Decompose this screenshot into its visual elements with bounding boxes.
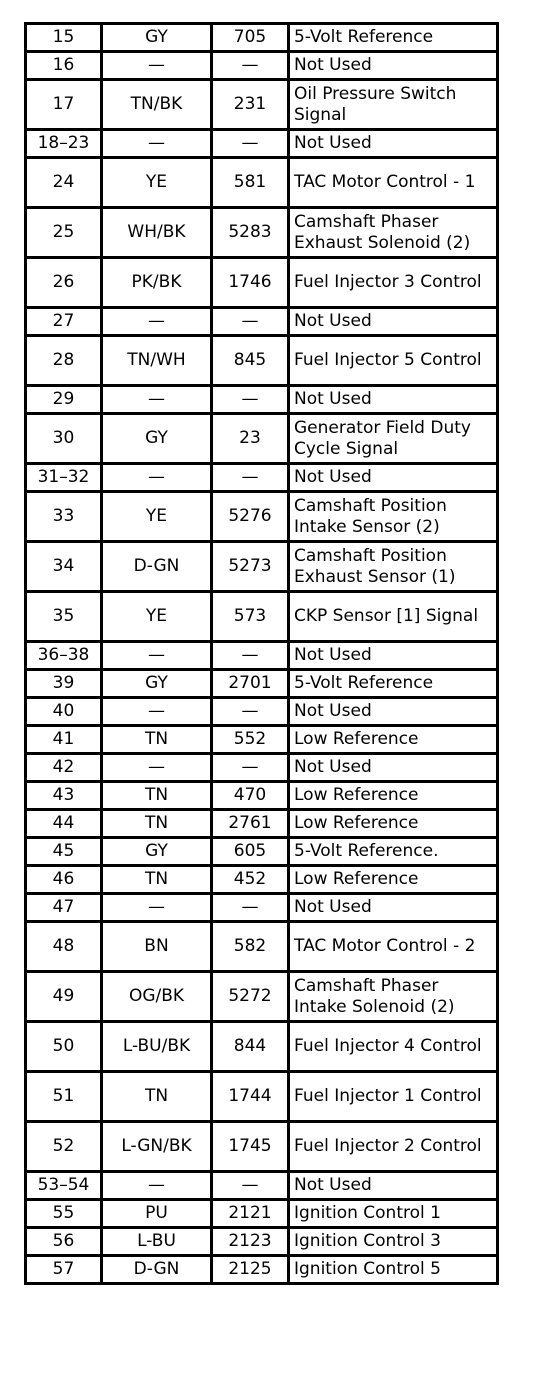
circuit-number-cell: — (212, 386, 289, 414)
table-row (26, 308, 498, 336)
pin-number-cell: 18–23 (26, 130, 102, 158)
function-cell: Generator Field Duty Cycle Signal (289, 414, 498, 464)
wire-color-cell: TN (102, 726, 212, 754)
pin-number-cell: 50 (26, 1022, 102, 1072)
circuit-number-cell: 605 (212, 838, 289, 866)
circuit-number-cell: 5276 (212, 492, 289, 542)
pin-number-cell: 43 (26, 782, 102, 810)
table-row (26, 1022, 498, 1072)
function-cell: Camshaft Position Exhaust Sensor (1) (289, 542, 498, 592)
circuit-number-cell: 844 (212, 1022, 289, 1072)
wire-color-cell: GY (102, 670, 212, 698)
pin-number-cell: 57 (26, 1256, 102, 1284)
circuit-number-cell: 2125 (212, 1256, 289, 1284)
circuit-number-cell: — (212, 894, 289, 922)
table-row (26, 1256, 498, 1284)
pin-number-cell: 53–54 (26, 1172, 102, 1200)
table-row (26, 972, 498, 1022)
table-row (26, 726, 498, 754)
function-cell: 5-Volt Reference (289, 670, 498, 698)
function-cell: Fuel Injector 4 Control (289, 1022, 498, 1072)
pin-number-cell: 30 (26, 414, 102, 464)
wire-color-cell: YE (102, 592, 212, 642)
pin-number-cell: 55 (26, 1200, 102, 1228)
function-cell: TAC Motor Control - 2 (289, 922, 498, 972)
function-cell: Fuel Injector 1 Control (289, 1072, 498, 1122)
wire-color-cell: — (102, 754, 212, 782)
table-row (26, 1122, 498, 1172)
circuit-number-cell: 1746 (212, 258, 289, 308)
table-row (26, 922, 498, 972)
table-row (26, 1172, 498, 1200)
wire-color-cell: PU (102, 1200, 212, 1228)
pin-number-cell: 41 (26, 726, 102, 754)
function-cell: Ignition Control 5 (289, 1256, 498, 1284)
wire-color-cell: GY (102, 414, 212, 464)
pin-number-cell: 34 (26, 542, 102, 592)
wire-color-cell: — (102, 130, 212, 158)
circuit-number-cell: — (212, 464, 289, 492)
circuit-number-cell: 2761 (212, 810, 289, 838)
circuit-number-cell: 5273 (212, 542, 289, 592)
pin-number-cell: 39 (26, 670, 102, 698)
wire-color-cell: L-BU/BK (102, 1022, 212, 1072)
table-row (26, 52, 498, 80)
circuit-number-cell: 845 (212, 336, 289, 386)
circuit-number-cell: 23 (212, 414, 289, 464)
circuit-number-cell: 452 (212, 866, 289, 894)
table-row (26, 24, 498, 52)
function-cell: 5-Volt Reference (289, 24, 498, 52)
pin-number-cell: 15 (26, 24, 102, 52)
pin-number-cell: 46 (26, 866, 102, 894)
pin-number-cell: 49 (26, 972, 102, 1022)
wire-color-cell: L-BU (102, 1228, 212, 1256)
function-cell: Ignition Control 3 (289, 1228, 498, 1256)
pin-number-cell: 17 (26, 80, 102, 130)
table-row (26, 782, 498, 810)
wire-color-cell: TN (102, 782, 212, 810)
table-row (26, 698, 498, 726)
wire-color-cell: YE (102, 492, 212, 542)
circuit-number-cell: — (212, 1172, 289, 1200)
table-row (26, 592, 498, 642)
circuit-number-cell: 1744 (212, 1072, 289, 1122)
function-cell: Not Used (289, 52, 498, 80)
pin-number-cell: 56 (26, 1228, 102, 1256)
table-row (26, 80, 498, 130)
pin-number-cell: 24 (26, 158, 102, 208)
table-row (26, 414, 498, 464)
pin-number-cell: 29 (26, 386, 102, 414)
wire-color-cell: TN (102, 1072, 212, 1122)
function-cell: 5-Volt Reference. (289, 838, 498, 866)
table-row (26, 866, 498, 894)
wire-color-cell: WH/BK (102, 208, 212, 258)
pin-number-cell: 31–32 (26, 464, 102, 492)
wire-color-cell: — (102, 894, 212, 922)
circuit-number-cell: 2121 (212, 1200, 289, 1228)
circuit-number-cell: — (212, 698, 289, 726)
wire-color-cell: D-GN (102, 542, 212, 592)
circuit-number-cell: 581 (212, 158, 289, 208)
circuit-number-cell: 552 (212, 726, 289, 754)
circuit-number-cell: 231 (212, 80, 289, 130)
pin-number-cell: 25 (26, 208, 102, 258)
pin-number-cell: 44 (26, 810, 102, 838)
pin-number-cell: 26 (26, 258, 102, 308)
wire-color-cell: YE (102, 158, 212, 208)
circuit-number-cell: — (212, 52, 289, 80)
pin-number-cell: 36–38 (26, 642, 102, 670)
table-row (26, 336, 498, 386)
function-cell: Fuel Injector 5 Control (289, 336, 498, 386)
wire-color-cell: PK/BK (102, 258, 212, 308)
wire-color-cell: D-GN (102, 1256, 212, 1284)
table-row (26, 670, 498, 698)
wire-color-cell: TN (102, 810, 212, 838)
table-row (26, 542, 498, 592)
function-cell: Not Used (289, 130, 498, 158)
function-cell: Not Used (289, 698, 498, 726)
table-row (26, 754, 498, 782)
wire-color-cell: GY (102, 24, 212, 52)
table-row (26, 1200, 498, 1228)
wire-color-cell: BN (102, 922, 212, 972)
table-row (26, 838, 498, 866)
wire-color-cell: — (102, 52, 212, 80)
circuit-number-cell: — (212, 754, 289, 782)
wire-color-cell: — (102, 464, 212, 492)
pin-number-cell: 16 (26, 52, 102, 80)
circuit-number-cell: 5283 (212, 208, 289, 258)
pin-number-cell: 33 (26, 492, 102, 542)
circuit-number-cell: — (212, 308, 289, 336)
function-cell: Not Used (289, 308, 498, 336)
circuit-number-cell: 705 (212, 24, 289, 52)
table-row (26, 810, 498, 838)
wire-color-cell: — (102, 308, 212, 336)
circuit-number-cell: 2701 (212, 670, 289, 698)
wire-color-cell: OG/BK (102, 972, 212, 1022)
function-cell: Camshaft Phaser Exhaust Solenoid (2) (289, 208, 498, 258)
table-row (26, 894, 498, 922)
function-cell: Ignition Control 1 (289, 1200, 498, 1228)
function-cell: Not Used (289, 464, 498, 492)
pin-number-cell: 52 (26, 1122, 102, 1172)
table-row (26, 208, 498, 258)
circuit-number-cell: 573 (212, 592, 289, 642)
pin-number-cell: 47 (26, 894, 102, 922)
wire-color-cell: — (102, 698, 212, 726)
wire-color-cell: — (102, 642, 212, 670)
table-row (26, 158, 498, 208)
table-row (26, 1072, 498, 1122)
wire-color-cell: L-GN/BK (102, 1122, 212, 1172)
wire-color-cell: — (102, 1172, 212, 1200)
pin-number-cell: 27 (26, 308, 102, 336)
wire-color-cell: GY (102, 838, 212, 866)
wire-color-cell: — (102, 386, 212, 414)
function-cell: Low Reference (289, 726, 498, 754)
table-row (26, 386, 498, 414)
pin-number-cell: 28 (26, 336, 102, 386)
circuit-number-cell: 470 (212, 782, 289, 810)
table-row (26, 492, 498, 542)
table-row (26, 1228, 498, 1256)
circuit-number-cell: — (212, 642, 289, 670)
table-row (26, 130, 498, 158)
circuit-number-cell: 582 (212, 922, 289, 972)
pin-number-cell: 35 (26, 592, 102, 642)
function-cell: Camshaft Position Intake Sensor (2) (289, 492, 498, 542)
wire-color-cell: TN (102, 866, 212, 894)
circuit-number-cell: 1745 (212, 1122, 289, 1172)
wire-color-cell: TN/BK (102, 80, 212, 130)
pin-number-cell: 51 (26, 1072, 102, 1122)
pin-number-cell: 42 (26, 754, 102, 782)
function-cell: TAC Motor Control - 1 (289, 158, 498, 208)
table-row (26, 258, 498, 308)
function-cell: Low Reference (289, 810, 498, 838)
function-cell: Camshaft Phaser Intake Solenoid (2) (289, 972, 498, 1022)
circuit-number-cell: 5272 (212, 972, 289, 1022)
wire-color-cell: TN/WH (102, 336, 212, 386)
function-cell: Low Reference (289, 782, 498, 810)
function-cell: Low Reference (289, 866, 498, 894)
connector-pinout-table (24, 22, 499, 1285)
pin-number-cell: 40 (26, 698, 102, 726)
pin-number-cell: 45 (26, 838, 102, 866)
function-cell: Not Used (289, 754, 498, 782)
pin-number-cell: 48 (26, 922, 102, 972)
function-cell: Not Used (289, 386, 498, 414)
function-cell: CKP Sensor [1] Signal (289, 592, 498, 642)
pinout-table-body (26, 24, 498, 1284)
table-row (26, 464, 498, 492)
circuit-number-cell: 2123 (212, 1228, 289, 1256)
table-row (26, 642, 498, 670)
circuit-number-cell: — (212, 130, 289, 158)
function-cell: Fuel Injector 3 Control (289, 258, 498, 308)
function-cell: Oil Pressure Switch Signal (289, 80, 498, 130)
function-cell: Fuel Injector 2 Control (289, 1122, 498, 1172)
function-cell: Not Used (289, 1172, 498, 1200)
function-cell: Not Used (289, 894, 498, 922)
function-cell: Not Used (289, 642, 498, 670)
